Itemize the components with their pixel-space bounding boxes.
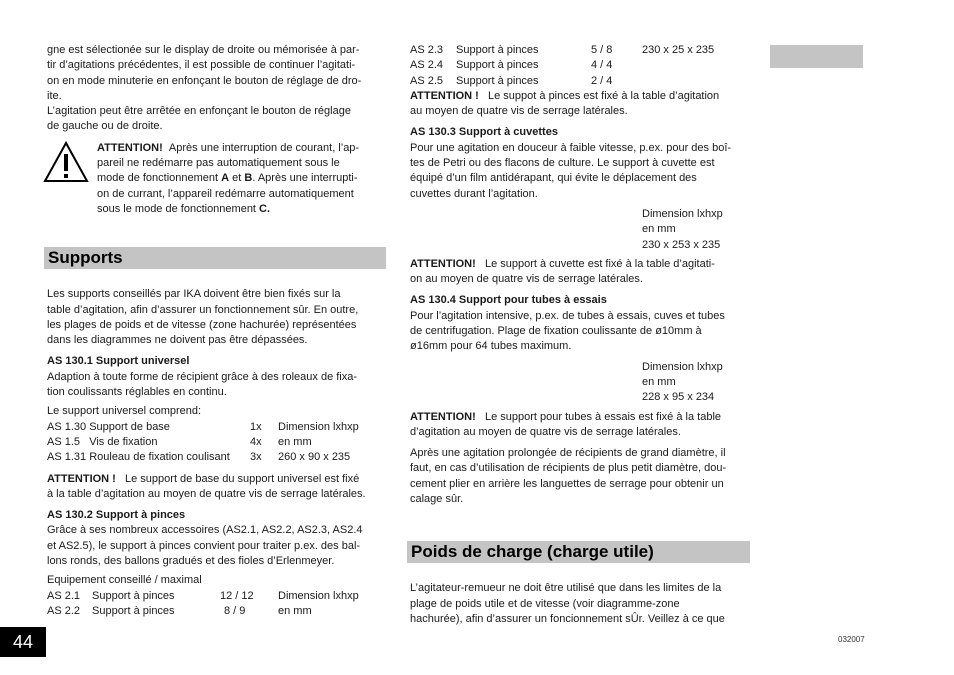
- intro2-line: L’agitation peut être arrêtée en enfonçant le bouton de réglage: [47, 105, 351, 118]
- attention-label: ATTENTION!: [410, 257, 476, 270]
- supports-text: les plages de poids et de vitesse (zone hachurée) représentées: [47, 318, 357, 331]
- as1303-text: tes de Petri ou des flacons de culture. Le support à cuvette est: [410, 157, 715, 170]
- mode-b: B: [244, 172, 253, 185]
- universal-row: AS 1.31 Rouleau de fixation coulisant 3x 260 x 90 x 235: [47, 451, 351, 464]
- after-text: cement plier en arrière les languettes de serrage pour obtenir un: [410, 477, 724, 490]
- as1302-text: Grâce à ses nombreux accessoires (AS2.1, AS2.2, AS2.3, AS2.4: [47, 524, 363, 537]
- as1301-title: AS 130.1 Support universel: [47, 355, 190, 368]
- after-text: Après une agitation prolongée de récipients de grand diamètre, il: [410, 447, 726, 460]
- language-tab: [770, 45, 863, 68]
- supports-text: table d’agitation, afin d’assurer un fonctionnement sûr. En outre,: [47, 303, 359, 316]
- attention-text: Le support à cuvette est fixé à la table d’agitati-: [484, 257, 715, 270]
- intro2-line: de gauche ou de droite.: [47, 120, 163, 133]
- universal-row: AS 1.5 Vis de fixation 4x en mm: [47, 435, 312, 448]
- attention-label: ATTENTION!: [410, 410, 476, 423]
- attention-text: on au moyen de quatre vis de serrage latérales.: [410, 273, 643, 286]
- document-code: 032007: [838, 635, 865, 644]
- warning-text: Après une interruption de courant, l’ap-: [168, 141, 360, 154]
- power-warning: [47, 141, 385, 217]
- warning-text: . Après une interrupti-: [252, 172, 358, 185]
- after-text: faut, en cas d’utilisation de récipients de plus petit diamètre, dou-: [410, 462, 727, 475]
- dimension-block: Dimension lxhxp en mm 228 x 95 x 234: [642, 360, 723, 404]
- warning-text: et: [229, 172, 245, 185]
- as1303-text: équipé d’un film antidérapant, qui évite le déplacement des: [410, 172, 697, 185]
- intro-line: on en mode minuterie en enfonçant le bouton de réglage de dro-: [47, 74, 362, 87]
- universal-intro: Le support universel comprend:: [47, 405, 202, 418]
- warning-label: ATTENTION!: [97, 141, 163, 154]
- pince-row: AS 2.1 Support à pinces 12 / 12 Dimension lxhxp: [47, 589, 359, 602]
- attention-text: à la table d’agitation au moyen de quatre vis de serrage latérales.: [47, 487, 366, 500]
- warning-triangle-icon: [43, 141, 89, 183]
- poids-text: L’agitateur-remueur ne doit être utilisé que dans les limites de la: [410, 582, 722, 595]
- warning-text: on de currant, l’appareil redémarre automatiquement: [97, 187, 354, 200]
- intro-line: tir d’agitations précédentes, il est possible de continuer l’agitati-: [47, 59, 356, 72]
- attention-text: au moyen de quatre vis de serrage latérales.: [410, 105, 628, 118]
- poids-text: plage de poids utile et de vitesse (voir diagramme-zone: [410, 597, 680, 610]
- pince-row: AS 2.4 Support à pinces 4 / 4: [410, 59, 613, 72]
- attention-text: d’agitation au moyen de quatre vis de serrage latérales.: [410, 425, 681, 438]
- attention-text: Le suppot à pinces est fixé à la table d’agitation: [488, 89, 720, 102]
- supports-heading: Supports: [44, 247, 386, 269]
- pince-row: AS 2.2 Support à pinces 8 / 9 en mm: [47, 604, 312, 617]
- after-text: calage sûr.: [410, 493, 464, 506]
- attention-label: ATTENTION !: [410, 89, 479, 102]
- attention-text: Le support pour tubes à essais est fixé à la table: [484, 410, 722, 423]
- universal-row: AS 1.30 Support de base 1x Dimension lxhxp: [47, 420, 359, 433]
- as1302-title: AS 130.2 Support à pinces: [47, 509, 186, 522]
- warning-text: pareil ne redémarre pas automatiquement sous le: [97, 157, 340, 170]
- as1304-text: ø16mm pour 64 tubes maximum.: [410, 340, 572, 353]
- attention-text: Le support de base du support universel est fixé: [125, 472, 360, 485]
- mode-a: A: [221, 172, 230, 185]
- middle-column: [410, 43, 749, 627]
- poids-text: hachurée), afin d’assurer un foncionnement sÛr. Veillez à ce que: [410, 612, 725, 625]
- poids-heading: Poids de charge (charge utile): [407, 541, 750, 563]
- warning-text: mode de fonctionnement: [97, 172, 222, 185]
- intro-line: gne est sélectionée sur le display de droite ou mémorisée à par-: [47, 44, 360, 56]
- pince-row: AS 2.5 Support à pinces 2 / 4: [410, 74, 613, 87]
- as1303-text: cuvettes durant l’agitation.: [410, 187, 538, 200]
- as1302-text: et AS2.5), le support à pinces convient pour traiter p.ex. des bal-: [47, 539, 361, 552]
- as1304-title: AS 130.4 Support pour tubes à essais: [410, 294, 607, 307]
- as1302-text: lons ronds, des ballons gradués et des fioles d’Erlenmeyer.: [47, 555, 335, 568]
- as1304-text: Pour l’agitation intensive, p.ex. de tubes à essais, cuves et tubes: [410, 309, 725, 322]
- attention-label: ATTENTION !: [47, 472, 116, 485]
- as1303-title: AS 130.3 Support à cuvettes: [410, 126, 558, 139]
- mode-c: C.: [259, 202, 271, 215]
- page-number: 44: [0, 627, 46, 657]
- as1301-text: tion coulissants réglables en continu.: [47, 386, 227, 399]
- supports-text: dans les diagrammes ne doivent pas être dépassées.: [47, 334, 308, 347]
- left-column: [47, 43, 385, 619]
- pince-row: AS 2.3 Support à pinces 5 / 8 230 x 25 x 235: [410, 44, 715, 56]
- supports-text: Les supports conseillés par IKA doivent être bien fixés sur la: [47, 288, 341, 301]
- equip-intro: Equipement conseillé / maximal: [47, 574, 202, 587]
- warning-text: sous le mode de fonctionnement: [97, 202, 260, 215]
- intro-line: ite.: [47, 89, 62, 102]
- as1304-text: de centrifugation. Plage de fixation coulissante de ø10mm à: [410, 325, 702, 338]
- as1301-text: Adaption à toute forme de récipient grâce à des roleaux de fixa-: [47, 370, 358, 383]
- dimension-block: Dimension lxhxp en mm 230 x 253 x 235: [642, 207, 723, 251]
- as1303-text: Pour une agitation en douceur à faible vitesse, p.ex. pour des boî-: [410, 141, 732, 154]
